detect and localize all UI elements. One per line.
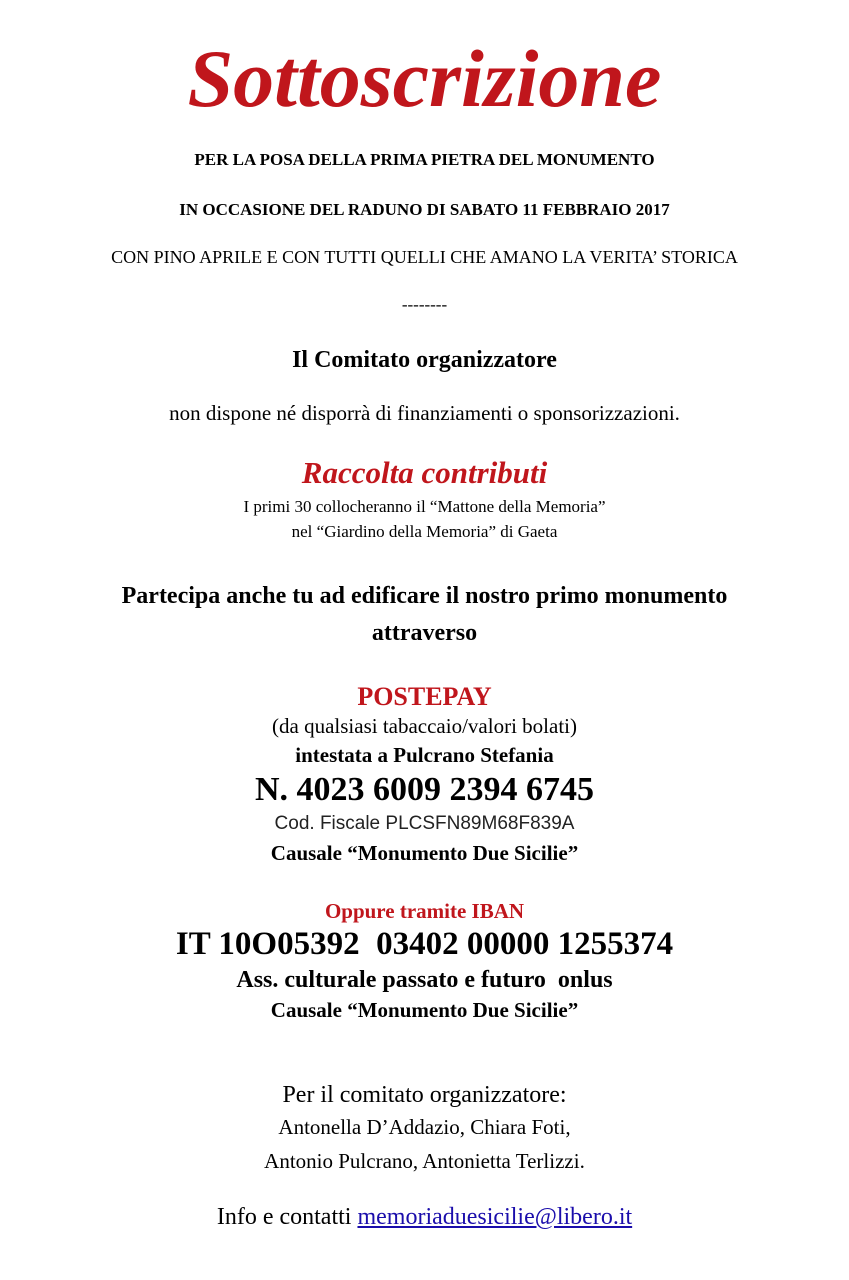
contact-line	[0, 1202, 849, 1232]
contact-email-link[interactable]: memoriaduesicilie@libero.it	[357, 1204, 633, 1230]
cta-line-1: Partecipa anche tu ad edificare il nostro primo monumento	[121, 583, 728, 609]
signature-names-2: Antonio Pulcrano, Antonietta Terlizzi.	[264, 1149, 585, 1173]
postepay-heading: POSTEPAY	[357, 682, 492, 711]
committee-heading: Il Comitato organizzatore	[292, 347, 557, 373]
cta-line-2: attraverso	[371, 620, 478, 646]
collection-heading: Raccolta contributi	[301, 455, 548, 490]
subtitle-line-1: PER LA POSA DELLA PRIMA PIETRA DEL MONUMENTO	[194, 150, 655, 169]
separator: --------	[401, 295, 448, 314]
postepay-note: (da qualsiasi tabaccaio/valori bolati)	[272, 714, 577, 738]
signature-names-1: Antonella D’Addazio, Chiara Foti,	[278, 1115, 571, 1139]
collection-line-2: nel “Giardino della Memoria” di Gaeta	[291, 522, 558, 541]
postepay-reason: Causale “Monumento Due Sicilie”	[270, 841, 579, 865]
subtitle-line-2: IN OCCASIONE DEL RADUNO DI SABATO 11 FEBBRAIO 2017	[179, 200, 670, 219]
postepay-number: N. 4023 6009 2394 6745	[254, 771, 595, 808]
committee-statement: non dispone né disporrà di finanziamenti o sponsorizzazioni.	[169, 401, 680, 425]
iban-reason: Causale “Monumento Due Sicilie”	[270, 998, 579, 1022]
postepay-holder: intestata a Pulcrano Stefania	[295, 743, 554, 767]
subtitle-line-3: CON PINO APRILE E CON TUTTI QUELLI CHE AMANO LA VERITA’ STORICA	[111, 247, 738, 267]
iban-heading: Oppure tramite IBAN	[324, 899, 525, 923]
collection-line-1: I primi 30 collocheranno il “Mattone della Memoria”	[243, 497, 606, 516]
contact-label: Info e contatti	[216, 1204, 358, 1230]
page-title: Sottoscrizione	[187, 33, 662, 124]
iban-holder: Ass. culturale passato e futuro onlus	[236, 967, 613, 993]
postepay-fiscal-code: Cod. Fiscale PLCSFN89M68F839A	[274, 813, 575, 834]
iban-number: IT 10O05392 03402 00000 1255374	[175, 926, 674, 962]
signature-heading: Per il comitato organizzatore:	[282, 1082, 567, 1108]
